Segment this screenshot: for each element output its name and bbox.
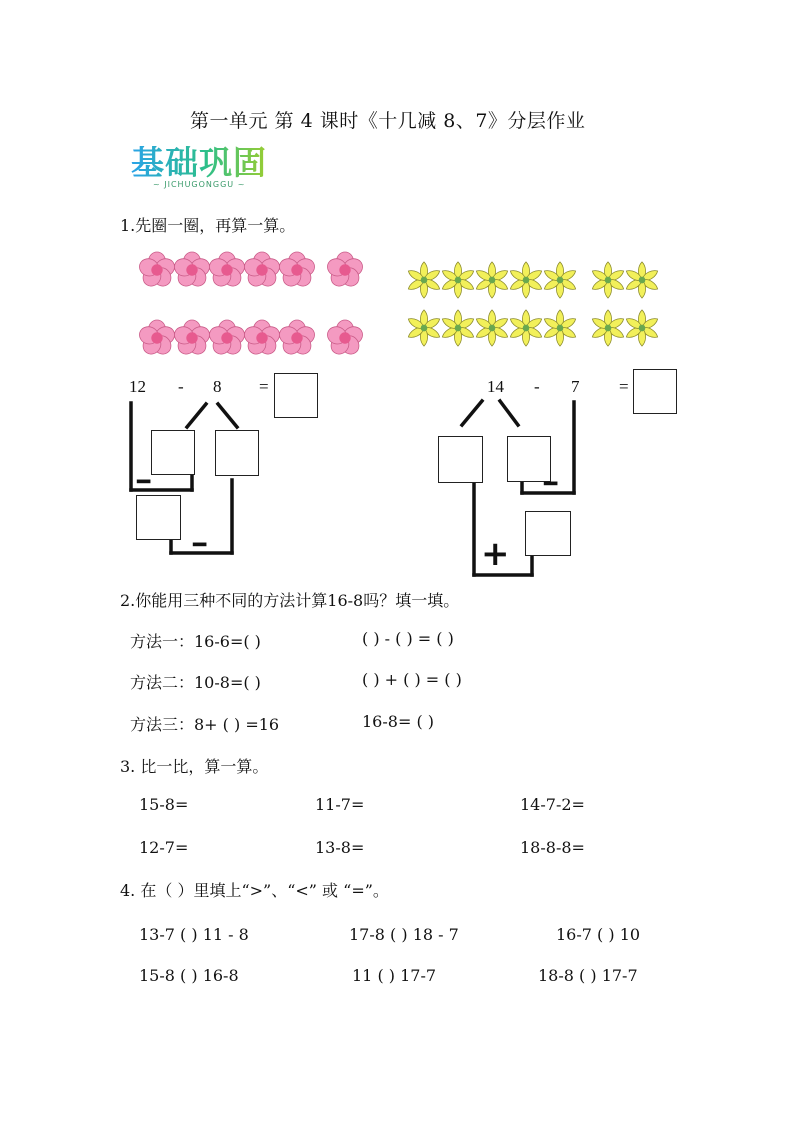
q4-item: 18-8 ( ) 17-7 — [538, 966, 638, 985]
page-title: 第一单元 第 4 课时《十几减 8、7》分层作业 — [190, 110, 586, 132]
q2-row-2-left: 方法二：10-8=( ) — [130, 673, 261, 692]
left-decompose-box-2[interactable] — [215, 430, 259, 476]
q2-row-3-right: 16-8= ( ) — [362, 712, 435, 731]
left-minus-sign-2: ━ — [193, 533, 207, 558]
q2-row-1-left: 方法一：16-6=( ) — [130, 632, 261, 651]
left-branch-2 — [218, 404, 237, 427]
left-decompose-box-3[interactable] — [136, 495, 181, 540]
q2-row-1-right: ( ) - ( ) = ( ) — [362, 629, 454, 648]
q4-item: 17-8 ( ) 18 - 7 — [349, 925, 459, 944]
logo-text: 基础巩固 — [131, 143, 267, 182]
q2-row-2-right: ( ) + ( ) = ( ) — [362, 670, 462, 689]
left-operator: - — [178, 377, 184, 396]
left-equals: = — [259, 377, 269, 396]
q3-item: 11-7= — [315, 795, 365, 814]
right-decompose-box-1[interactable] — [438, 436, 483, 483]
right-minus-sign: ━ — [544, 472, 558, 497]
left-subtrahend: 8 — [213, 377, 222, 396]
q3-item: 13-8= — [315, 838, 365, 857]
q2-row-3-left: 方法三：8+ ( ) =16 — [130, 715, 280, 734]
left-decompose-box-1[interactable] — [151, 430, 195, 475]
question-4-prompt: 4. 在（ ）里填上“>”、“<” 或 “=”。 — [120, 881, 389, 900]
right-minuend: 14 — [487, 377, 504, 396]
right-answer-box[interactable] — [633, 369, 677, 414]
question-3-prompt: 3. 比一比，算一算。 — [120, 757, 269, 776]
right-operator: - — [534, 377, 540, 396]
right-subtrahend: 7 — [571, 377, 580, 396]
q3-item: 15-8= — [139, 795, 189, 814]
left-branch-1 — [187, 404, 206, 427]
right-branch-2 — [500, 401, 518, 425]
left-minuend: 12 — [129, 377, 146, 396]
right-branch-1 — [462, 401, 482, 425]
q4-item: 13-7 ( ) 11 - 8 — [139, 925, 249, 944]
q4-item: 11 ( ) 17-7 — [352, 966, 437, 985]
q3-item: 12-7= — [139, 838, 189, 857]
q3-item: 18-8-8= — [520, 838, 585, 857]
q4-item: 15-8 ( ) 16-8 — [139, 966, 239, 985]
right-plus-sign: + — [481, 534, 510, 574]
q3-item: 14-7-2= — [520, 795, 585, 814]
right-equals: = — [619, 377, 629, 396]
q4-item: 16-7 ( ) 10 — [556, 925, 641, 944]
logo-subtext: ~ JICHUGONGGU ~ — [153, 180, 246, 189]
right-decompose-box-3[interactable] — [525, 511, 571, 556]
left-minus-sign-1: ━ — [137, 470, 151, 495]
question-1-prompt: 1.先圈一圈，再算一算。 — [120, 216, 296, 235]
question-2-prompt: 2.你能用三种不同的方法计算16-8吗？填一填。 — [120, 591, 460, 610]
